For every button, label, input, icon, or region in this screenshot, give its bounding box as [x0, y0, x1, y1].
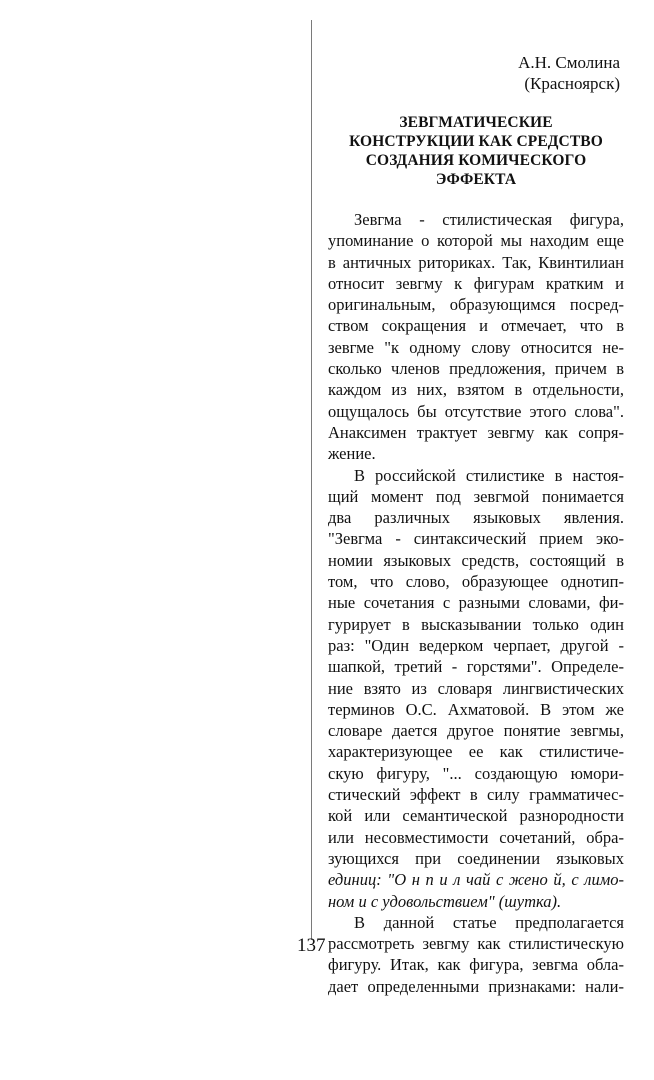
page-number: 137	[297, 935, 326, 956]
title-line: ЗЕВГМАТИЧЕСКИЕ	[399, 114, 553, 131]
text-line: щий момент под зевгмой понимается	[328, 486, 624, 506]
text-line: кой или семантической разнородности	[328, 806, 624, 826]
text-line: два различных языковых явления.	[328, 508, 624, 528]
text-line: ном и с удовольствием" (шутка).	[328, 891, 562, 911]
text-line: терминов О.С. Ахматовой. В этом же	[328, 699, 624, 719]
text-line: оригинальным, образующимся посред-	[328, 295, 624, 315]
author-city: (Красноярск)	[524, 74, 620, 93]
title-line: СОЗДАНИЯ КОМИЧЕСКОГО	[365, 152, 587, 169]
text-line: или несовместимости сочетаний, обра-	[328, 827, 624, 847]
text-line: стический эффект в силу грамматичес-	[328, 785, 624, 805]
text-line: ством сокращения и отмечает, что в	[328, 316, 624, 336]
text-line: единиц: "О н п и л чай с жено й, с лимо-	[328, 870, 624, 890]
text-line: ные сочетания с разными словами, фи-	[328, 593, 624, 613]
text-line: зевгме "к одному слову относится не-	[328, 337, 624, 357]
article-title	[328, 113, 624, 189]
text-line: скую фигуру, "... создающую юмори-	[328, 763, 624, 783]
text-line: в античных риториках. Так, Квинтилиан	[328, 252, 624, 272]
article-body	[328, 209, 624, 997]
text-line: раз: "Один ведерком черпает, другой -	[328, 635, 624, 655]
text-line: зующихся при соединении языковых	[328, 848, 624, 868]
text-line: Зевгма - стилистическая фигура,	[354, 210, 624, 229]
text-line: том, что слово, образующее однотип-	[328, 572, 624, 592]
text-line: жение.	[328, 444, 376, 464]
text-line: ощущалось бы отсутствие этого слова".	[328, 401, 624, 421]
text-line: фигуру. Итак, как фигура, зевгма обла-	[328, 955, 624, 975]
text-line: сколько членов предложения, причем в	[328, 359, 624, 379]
text-line: характеризующее ее как стилистиче-	[328, 742, 624, 762]
text-line: упоминание о которой мы находим еще	[328, 231, 624, 251]
text-line: В российской стилистике в настоя-	[354, 465, 624, 485]
column-divider-line	[311, 20, 312, 940]
text-line: В данной статье предполагается	[354, 912, 624, 932]
author-name: А.Н. Смолина	[518, 53, 620, 72]
text-line: Анаксимен трактует зевгму как сопря-	[328, 422, 624, 442]
text-line: относит зевгму к фигурам кратким и	[328, 273, 624, 293]
text-line: шапкой, третий - горстями". Определе-	[328, 657, 624, 677]
title-line: КОНСТРУКЦИИ КАК СРЕДСТВО	[349, 133, 603, 150]
title-line: ЭФФЕКТА	[435, 171, 517, 188]
text-line: "Зевгма - синтаксический прием эко-	[328, 529, 624, 549]
text-line: каждом из них, взятом в отдельности,	[328, 380, 624, 400]
text-line: дает определенными признаками: нали-	[328, 976, 624, 996]
text-line: рассмотреть зевгму как стилистическую	[328, 934, 624, 954]
text-line: гурирует в высказывании только один	[328, 614, 624, 634]
text-line: ние взято из словаря лингвистических	[328, 678, 624, 698]
author-block	[518, 52, 620, 94]
text-line: номии языковых средств, состоящий в	[328, 550, 624, 570]
text-line: словаре дается другое понятие зевгмы,	[328, 721, 624, 741]
